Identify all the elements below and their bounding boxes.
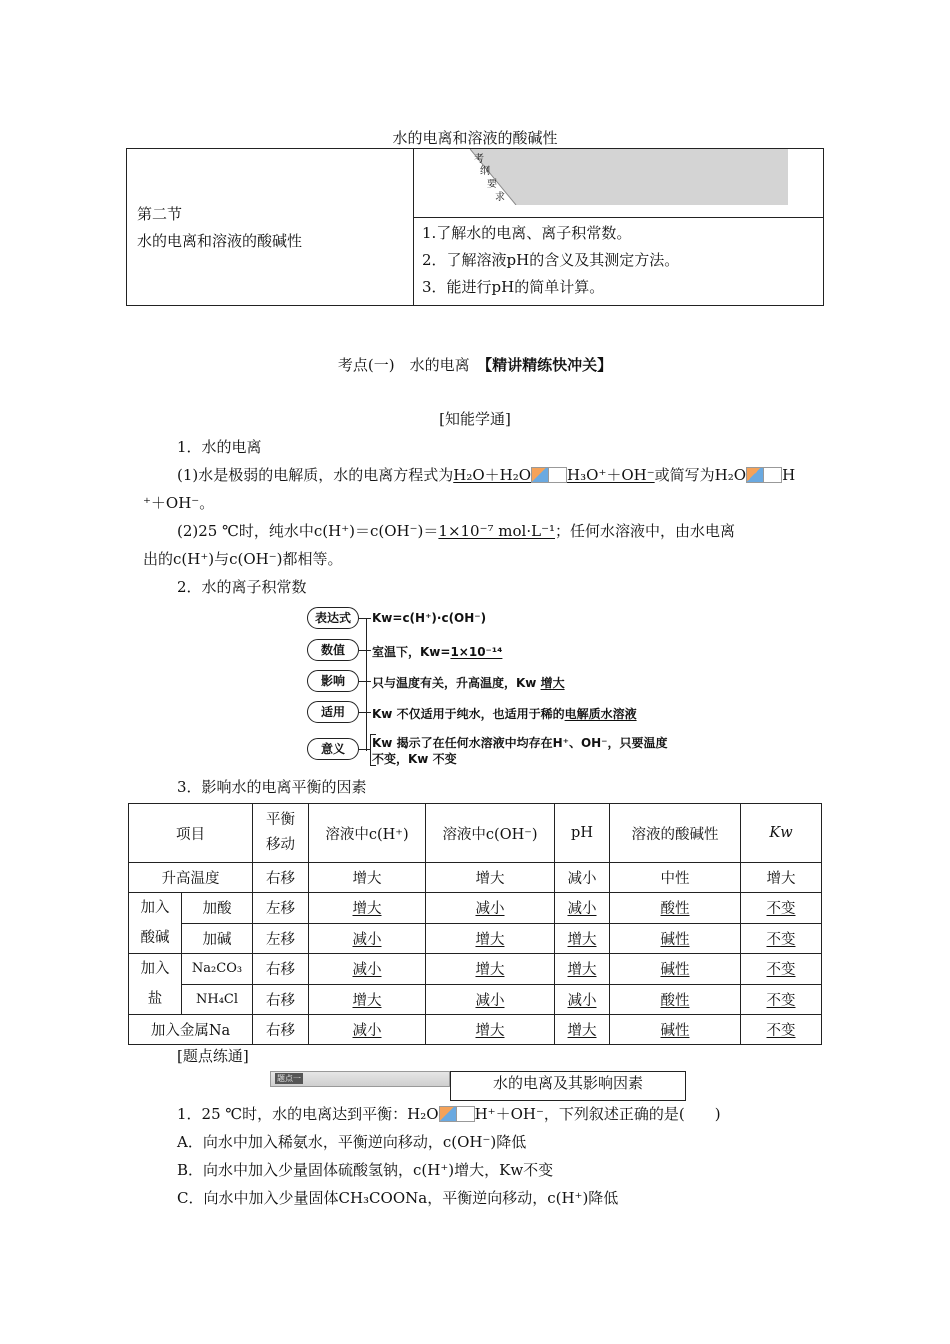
section-name: 水的电离和溶液的酸碱性 xyxy=(137,232,303,250)
header-shift: 平衡移动 xyxy=(253,804,309,863)
heading-water-ionization: 1．水的电离 xyxy=(177,438,262,456)
paragraph-1-line-2: ⁺＋OH⁻。 xyxy=(143,494,215,512)
heading-factors: 3．影响水的电离平衡的因素 xyxy=(177,778,367,796)
option-a[interactable]: A．向水中加入稀氨水，平衡逆向移动，c(OH⁻)降低 xyxy=(177,1133,527,1151)
mind-node-value: 数值 xyxy=(307,639,359,661)
kaodian-heading xyxy=(0,354,950,375)
equilibrium-arrow-icon xyxy=(746,467,782,482)
banner-shape xyxy=(470,149,788,205)
table-row: 加入酸碱 加酸 左移 增大 减小 减小 酸性 不变 xyxy=(129,893,822,924)
mind-node-influence: 影响 xyxy=(307,670,359,692)
tidian-topic-box: 水的电离及其影响因素 xyxy=(450,1071,686,1101)
requirements-cell xyxy=(414,218,824,306)
requirements-banner xyxy=(470,149,788,205)
mind-answer-influence: 增大 xyxy=(540,676,565,690)
header-h: 溶液中c(H⁺) xyxy=(309,804,426,863)
mind-text-meaning-2: 不变，Kw 不变 xyxy=(372,752,457,766)
table-row: 加碱 左移 减小 增大 增大 碱性 不变 xyxy=(129,923,822,954)
mind-text-scope: Kw 不仅适用于纯水，也适用于稀的电解质水溶液 xyxy=(372,707,637,721)
banner-char-2: 纲 xyxy=(480,166,490,177)
banner-char-1: 考 xyxy=(474,154,484,165)
paragraph-2-line-2: 出的c(H⁺)与c(OH⁻)都相等。 xyxy=(143,550,343,568)
section-label: 第二节 xyxy=(137,205,183,223)
banner-char-4: 求 xyxy=(495,192,505,203)
p2-text-b: c(H⁺)＝c(OH⁻)＝ xyxy=(313,522,439,540)
document-title: 水的电离和溶液的酸碱性 xyxy=(392,129,558,147)
mind-node-scope: 适用 xyxy=(307,701,359,723)
outline-section-cell xyxy=(127,149,414,306)
p2-text-c: ；任何水溶液中，由水电离 xyxy=(555,522,736,540)
requirement-2: 2．了解溶液pH的含义及其测定方法。 xyxy=(422,251,680,269)
option-c[interactable]: C．向水中加入少量固体CH₃COONa，平衡逆向移动，c(H⁺)降低 xyxy=(177,1189,619,1207)
kaodian-title: 考点(一) 水的电离 xyxy=(337,356,485,374)
requirement-3: 3．能进行pH的简单计算。 xyxy=(422,278,605,296)
p1-text-a: (1)水是极弱的电解质，水的电离方程式为 xyxy=(177,466,454,484)
p1-text-b: 或简写为H₂O xyxy=(654,466,747,484)
kaodian-tag: 【精讲精练快冲关】 xyxy=(484,356,613,374)
p1-equation-right: H₃O⁺＋OH⁻ xyxy=(567,466,655,484)
paragraph-1-line-1 xyxy=(177,464,795,485)
header-oh: 溶液中c(OH⁻) xyxy=(426,804,555,863)
mind-text-meaning-1: Kw 揭示了在任何水溶液中均存在H⁺、OH⁻，只要温度 xyxy=(372,736,668,750)
table-row: 加入金属Na 右移 减小 增大 增大 碱性 不变 xyxy=(129,1015,822,1045)
p2-answer: 1×10⁻⁷ mol·L⁻¹ xyxy=(438,522,556,540)
heading-ion-product: 2．水的离子积常数 xyxy=(177,578,307,596)
mind-text-value: 室温下，Kw=1×10⁻¹⁴ xyxy=(372,645,503,659)
equilibrium-arrow-icon xyxy=(531,467,567,482)
tidian-badge: 题点一 xyxy=(270,1071,450,1087)
table-row: NH₄Cl 右移 增大 减小 减小 酸性 不变 xyxy=(129,984,822,1015)
option-b[interactable]: B．向水中加入少量固体硫酸氢钠，c(H⁺)增大，Kw不变 xyxy=(177,1161,554,1179)
banner-cell xyxy=(414,149,824,218)
banner-char-3: 要 xyxy=(487,179,497,190)
requirement-1: 1.了解水的电离、离子积常数。 xyxy=(422,224,632,242)
outline-table xyxy=(126,148,824,306)
tidian-heading: [题点练通] xyxy=(177,1047,249,1065)
header-kw: Kw xyxy=(741,804,822,863)
mind-node-expression: 表达式 xyxy=(307,607,359,629)
p1-text-c: H xyxy=(782,466,796,484)
question-stem: 1．25 ℃时，水的电离达到平衡：H₂O H⁺＋OH⁻，下列叙述正确的是( ) xyxy=(177,1105,721,1123)
paragraph-2-line-1 xyxy=(177,520,735,541)
mind-text-expression: Kw=c(H⁺)·c(OH⁻) xyxy=(372,611,487,625)
mind-text-influence: 只与温度有关，升高温度，Kw 增大 xyxy=(372,676,565,690)
mind-map-spine xyxy=(366,618,367,751)
mind-node-meaning: 意义 xyxy=(307,738,359,760)
mind-answer-value: 1×10⁻¹⁴ xyxy=(450,645,503,659)
mind-answer-scope: 电解质水溶液 xyxy=(564,707,637,721)
p1-equation-left: H₂O＋H₂O xyxy=(453,466,532,484)
header-ph: pH xyxy=(555,804,610,863)
equilibrium-arrow-icon xyxy=(439,1106,475,1121)
zhineng-heading: [知能学通] xyxy=(439,410,511,428)
header-acidity: 溶液的酸碱性 xyxy=(610,804,741,863)
factors-table xyxy=(128,803,822,1045)
table-row: 加入盐 Na₂CO₃ 右移 减小 增大 增大 碱性 不变 xyxy=(129,954,822,985)
header-item: 项目 xyxy=(129,804,253,863)
p2-text-a: (2)25 ℃时，纯水中 xyxy=(177,522,314,540)
table-row: 升高温度 右移 增大 增大 减小 中性 增大 xyxy=(129,863,822,893)
